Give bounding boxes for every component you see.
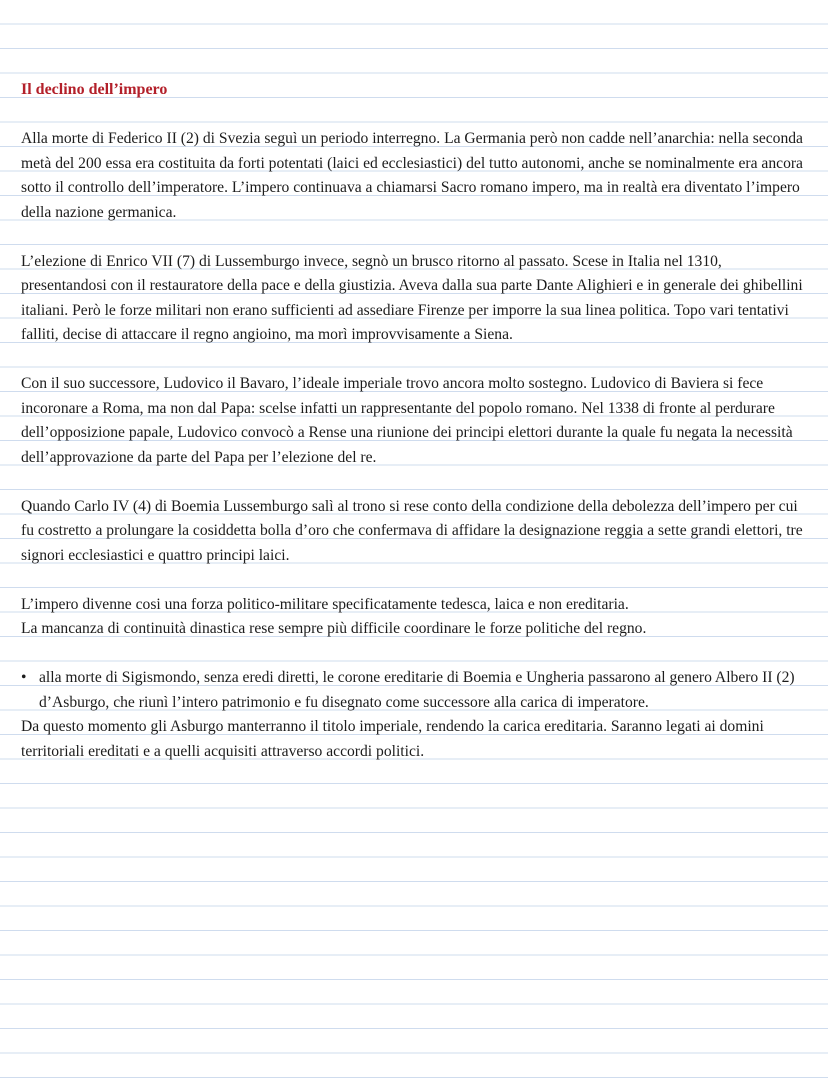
paragraph-carlo-iv: Quando Carlo IV (4) di Boemia Lussemburgo salì al trono si rese conto della condizione della debolezza dell’impero per cui fu costretto a prolungare la cosiddetta bolla d’oro che confermava di affidare la designazione reggia a sette grandi elettori, tre signori ecclesiastici e quattro principi laici. bbox=[21, 497, 803, 564]
paragraph-ludovico: Con il suo successore, Ludovico il Bavaro, l’ideale imperiale trovo ancora molto sostegno. Ludovico di Baviera si fece incoronare a Roma, ma non dal Papa: scelse infatti un rappresentante del popolo romano. Nel 1338 di fronte al perdurare dell’opposizione papale, Ludovico convocò a Rense una riunione dei principi elettori durante la quale fu negata la necessità dell’approvazione da parte del Papa per l’elezione del re. bbox=[21, 375, 793, 466]
paragraph-asburgo: Da questo momento gli Asburgo manterranno il titolo imperiale, rendendo la carica ereditaria. Saranno legati ai domini territoriali ereditati e a quelli acquisiti attraverso accordi politici. bbox=[21, 718, 764, 760]
paragraph-enrico-vii: L’elezione di Enrico VII (7) di Lussemburgo invece, segnò un brusco ritorno al passato. Scese in Italia nel 1310, presentandosi con il restauratore della pace e della giustizia. Aveva dalla sua parte Dante Alighieri e in generale dei ghibellini italiani. Però le forze militari non erano sufficienti ad assediare Firenze per imporre la sua linea politica. Topo vari tentativi falliti, decise di attaccare il regno angioino, ma morì improvvisamente a Siena. bbox=[21, 252, 803, 343]
bullet-text: alla morte di Sigismondo, senza eredi diretti, le corone ereditarie di Boemia e Ungheria passarono al genero Albero II (2) d’Asburgo, che riunì l’intero patrimonio e fu disegnato come successore alla carica di imperatore. bbox=[39, 669, 795, 711]
paragraph-continuita: La mancanza di continuità dinastica rese sempre più difficile coordinare le forze politiche del regno. bbox=[21, 620, 647, 637]
page-title: Il declino dell’impero bbox=[21, 81, 168, 98]
paragraph-interregno: Alla morte di Federico II (2) di Svezia seguì un periodo interregno. La Germania però non cadde nell’anarchia: nella seconda metà del 200 essa era costituita da forti potentati (laici ed ecclesiastici) del tutto autonomi, anche se nominalmente era ancora sotto il controllo dell’imperatore. L’impero continuava a chiamarsi Sacro romano impero, ma in realtà era diventato l’impero della nazione germanica. bbox=[21, 130, 803, 221]
list-item bbox=[21, 666, 810, 715]
bullet-list bbox=[21, 666, 810, 715]
paragraph-impero-tedesco: L’impero divenne cosi una forza politico-militare specificatamente tedesca, laica e non ereditaria. bbox=[21, 595, 629, 613]
bullet-icon: • bbox=[21, 669, 27, 686]
